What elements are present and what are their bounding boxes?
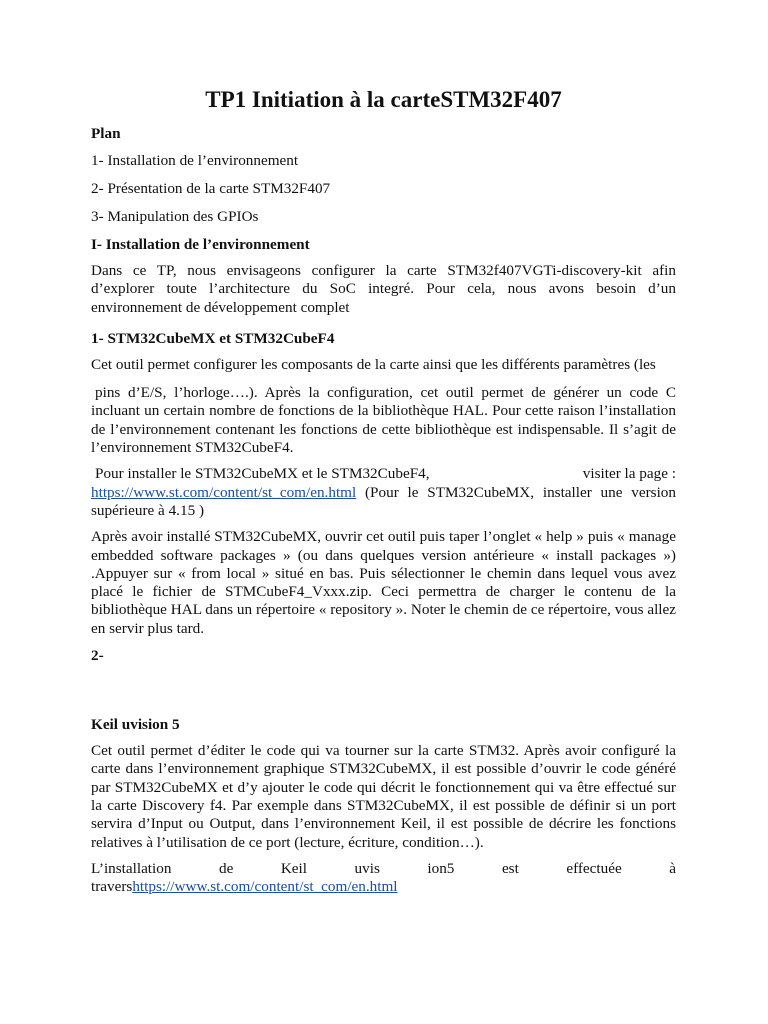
install-first-line: [91, 465, 676, 483]
install-start-text: Pour installer le STM32CubeMX et le STM32CubeF4,: [95, 465, 430, 483]
subsection-1-heading: 1- STM32CubeMX et STM32CubeF4: [91, 329, 335, 347]
keil-install-word: Keil: [280, 859, 307, 877]
section-1-intro: Dans ce TP, nous envisageons configurer la carte STM32f407VGTi-discovery-kit afin d’explorer toute l’architecture du SoC integré. Pour cela, nous avons besoin d’un environnement de développement complet: [91, 262, 676, 316]
keil-install-prefix: travers: [91, 878, 133, 896]
keil-install-word: uvis: [354, 859, 380, 877]
plan-item-1: 1- Installation de l’environnement: [91, 152, 299, 169]
keil-install-word: de: [218, 859, 234, 877]
section-1-heading: I- Installation de l’environnement: [91, 236, 310, 253]
keil-install-paragraph: [91, 860, 676, 897]
st-website-link[interactable]: https://www.st.com/content/st_com/en.html: [91, 483, 357, 501]
plan-item-2: 2- Présentation de la carte STM32F407: [91, 180, 331, 197]
install-paragraph: [91, 465, 676, 520]
blank-space: [91, 673, 676, 715]
keil-st-website-link[interactable]: https://www.st.com/content/st_com/en.html: [132, 878, 398, 896]
keil-install-word: est: [501, 859, 519, 877]
document-title: TP1 Initiation à la carteSTM32F407: [205, 87, 562, 112]
cubemx-paragraph: pins d’E/S, l’horloge….). Après la configuration, cet outil permet de générer un code C incluant un certain nombre de fonctions de la bibliothèque HAL. Pour cette raison l’installation de l’environnement contenant les fonctions de cette bibliothèque est indispensable. Il s’agit de l’environnement STM32CubeF4.: [91, 384, 676, 457]
plan-item-3: 3- Manipulation des GPIOs: [91, 208, 259, 225]
subsection-2-heading: 2-: [91, 647, 104, 665]
keil-install-word: L’installation: [91, 859, 172, 877]
install-visit-text: visiter la page :: [582, 465, 676, 483]
cubemx-paragraph-first-line: Cet outil permet configurer les composants de la carte ainsi que les différents paramètres (les: [91, 355, 656, 373]
keil-install-word: ion5: [427, 859, 455, 877]
keil-install-word: à: [669, 859, 676, 877]
keil-install-word: effectuée: [566, 859, 622, 877]
cubemx-setup-paragraph: Après avoir installé STM32CubeMX, ouvrir cet outil puis taper l’onglet « help » puis « manage embedded software packages » (ou dans quelques version antérieure « install packages ») .Appuyer sur « from local » situé en bas. Puis sélectionner le chemin dans lequel vous avez placé le fichier de STMCubeF4_Vxxx.zip. Ceci permettra de charger le contenu de la bibliothèque HAL dans un répertoire « repository ». Noter le chemin de ce répertoire, vous allez en servir plus tard.: [91, 528, 676, 637]
document-page: [91, 84, 676, 904]
keil-install-first-line: [91, 860, 676, 878]
install-end-text: (Pour le STM32CubeMX, installer une version supérieure à 4.15 ): [91, 483, 676, 519]
keil-heading: Keil uvision 5: [91, 716, 180, 734]
keil-paragraph: Cet outil permet d’éditer le code qui va tourner sur la carte STM32. Après avoir configuré la carte dans l’environnement graphique STM32CubeMX, il est possible d’ouvrir le code généré par STM32CubeMX et d’y ajouter le code qui décrit le fonctionnement qui va être effectué sur la carte Discovery f4. Par exemple dans STM32CubeMX, il est possible de définir si un port servira d’Input ou Output, dans l’environnement Keil, il est possible de décrire les fonctions relatives à l’utilisation de ce port (lecture, écriture, condition…).: [91, 742, 676, 851]
plan-heading: Plan: [91, 125, 121, 142]
